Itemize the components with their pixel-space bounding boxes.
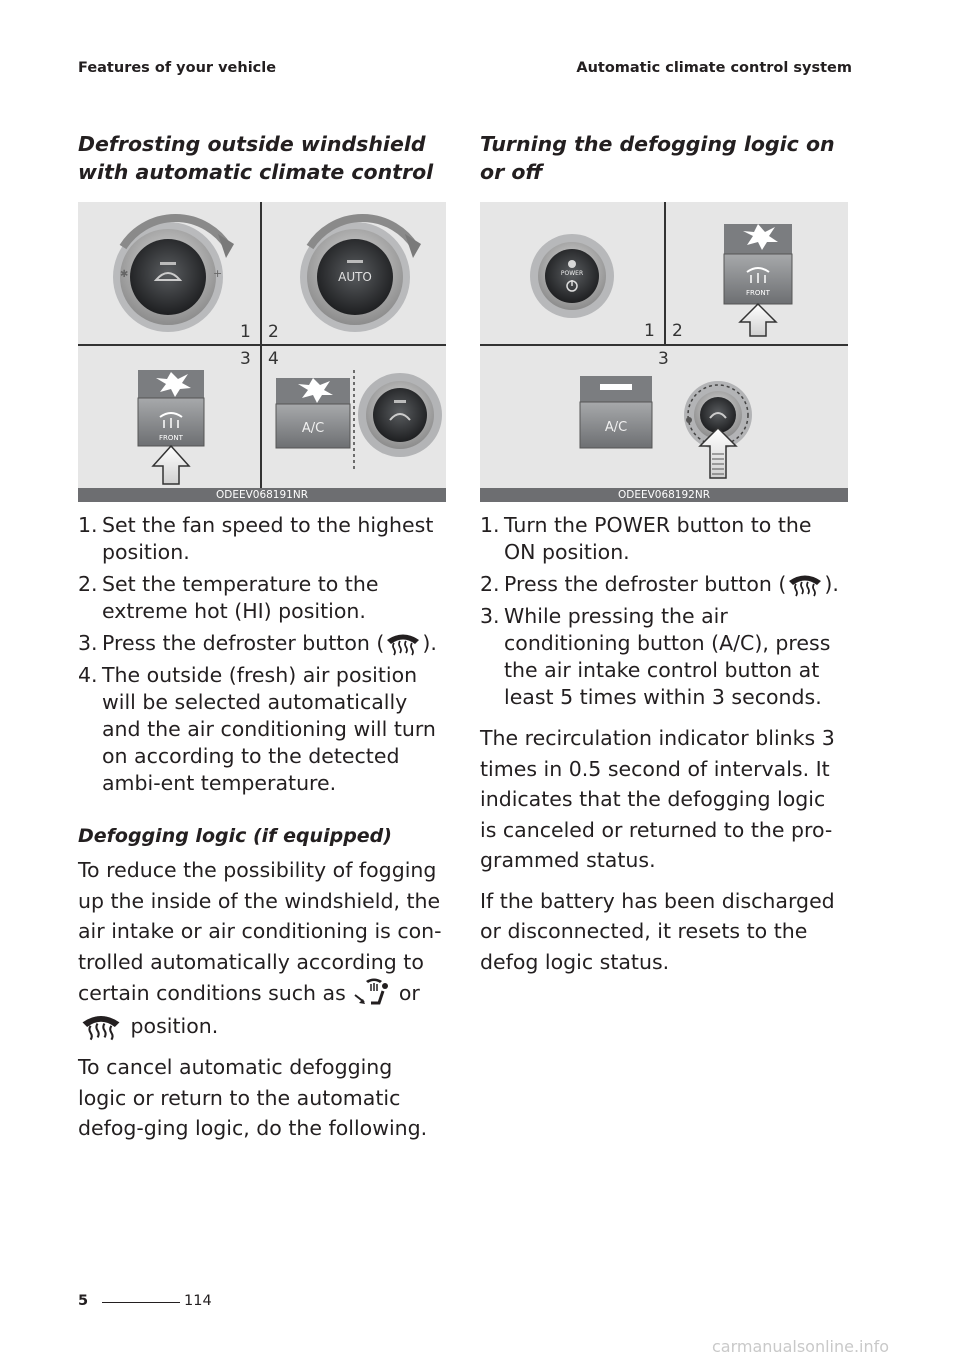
section-title-defogging-toggle: Turning the defogging logic on or off xyxy=(480,132,835,184)
power-button-label: POWER xyxy=(560,270,584,277)
watermark: carmanualsonline.info xyxy=(712,1337,890,1356)
subheading-defogging-logic: Defogging logic (if equipped) xyxy=(78,825,392,847)
figure-label-2: 2 xyxy=(268,322,279,342)
figure-label-3: 3 xyxy=(240,349,251,369)
list-item: 3. While pressing the air conditioning button (A/C), press the air intake control button at least 5 times within 3 seconds. xyxy=(480,604,831,709)
paragraph-cancel-logic: To cancel automatic defogging logic or return to the automatic defog-ging logic, do the following. xyxy=(78,1055,428,1140)
list-item: 4. The outside (fresh) air position will be selected automatically and the air conditioning will turn on according to the detected ambi-ent temperature. xyxy=(78,663,436,795)
figure-label-3: 3 xyxy=(658,349,669,369)
list-item: 2. Press the defroster button ( ). xyxy=(480,572,839,596)
figure-label-1: 1 xyxy=(644,321,655,341)
paragraph-recirculation-indicator: The recirculation indicator blinks 3 times in 0.5 second of intervals. It indicates that the defogging logic is canceled or returned to the pro-grammed status. xyxy=(480,726,835,872)
left-column xyxy=(78,130,446,1144)
defroster-icon xyxy=(78,1012,124,1042)
ac-button-illustration xyxy=(580,376,652,448)
front-button-label: FRONT xyxy=(159,434,183,442)
defrost-controls-illustration xyxy=(78,202,446,502)
figure-code: ODEEV068191NR xyxy=(78,488,446,502)
figure-label-4: 4 xyxy=(268,349,279,369)
list-item: 1. Set the fan speed to the highest position. xyxy=(78,513,434,564)
running-header-left: Features of your vehicle xyxy=(78,60,277,76)
auto-knob-label: AUTO xyxy=(338,270,372,284)
right-column xyxy=(480,130,848,977)
svg-text:✱: ✱ xyxy=(120,269,129,280)
footer-divider xyxy=(102,1302,180,1303)
paragraph-defogging-intro: To reduce the possibility of fogging up the inside of the windshield, the air intake or air conditioning is con-trolled automatically according to certain conditions such as or position. xyxy=(78,855,446,1042)
floor-defrost-icon xyxy=(352,977,392,1011)
figure-label-2: 2 xyxy=(672,321,683,341)
figure-defrost-controls xyxy=(78,202,446,502)
svg-text:+: + xyxy=(213,267,223,280)
defog-toggle-steps-list xyxy=(480,512,848,711)
defrost-steps-list xyxy=(78,512,446,797)
paragraph-battery-reset: If the battery has been discharged or disconnected, it resets to the defog logic status. xyxy=(480,888,835,974)
front-button-label: FRONT xyxy=(746,289,770,297)
footer-section-number: 5 xyxy=(78,1293,89,1309)
defroster-icon xyxy=(384,631,422,657)
section-title-defrosting: Defrosting outside windshield with automatic climate control xyxy=(78,132,434,184)
figure-code: ODEEV068192NR xyxy=(480,488,848,502)
ac-button-label: A/C xyxy=(301,421,325,436)
intake-knob-illustration xyxy=(358,373,442,457)
ac-button-illustration xyxy=(276,378,350,448)
list-item: 1. Turn the POWER button to the ON position. xyxy=(480,513,812,564)
defog-logic-illustration xyxy=(480,202,848,502)
footer-page-number: 114 xyxy=(184,1293,212,1309)
list-item: 2. Set the temperature to the extreme hot (HI) position. xyxy=(78,572,379,623)
figure-label-1: 1 xyxy=(240,322,251,342)
figure-defog-logic-controls xyxy=(480,202,848,502)
ac-button-label: A/C xyxy=(604,420,628,435)
running-header-right: Automatic climate control system xyxy=(576,60,852,76)
list-item: 3. Press the defroster button ( ). xyxy=(78,631,437,655)
defroster-icon xyxy=(786,572,824,598)
